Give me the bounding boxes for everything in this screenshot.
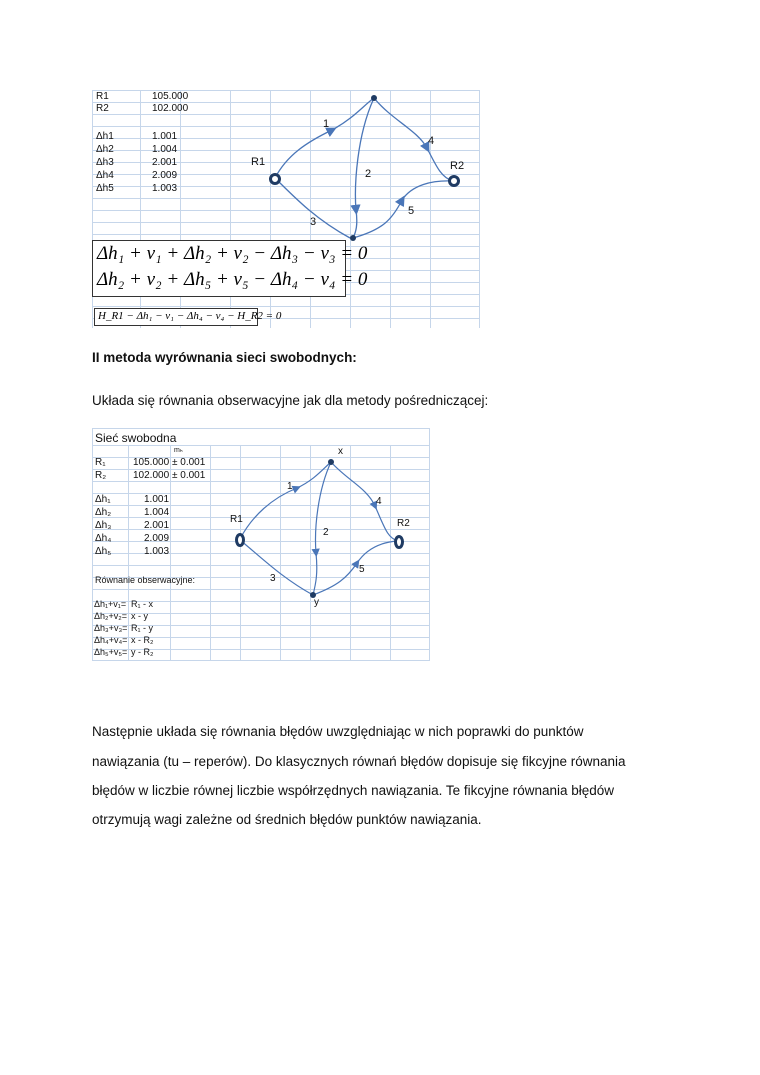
paragraph-line-3: błędów w liczbie równej liczbie współrzędnych nawiązania. Te fikcyjne równania błędów — [92, 783, 615, 798]
label-r1: R1 — [251, 156, 266, 168]
label-r2: R2 — [397, 518, 410, 529]
f2-row-value: 105.000 — [133, 457, 170, 468]
f1-row-value: 1.003 — [152, 183, 178, 194]
f1-row-value: 2.009 — [152, 170, 178, 181]
f1-row-name: Δh3 — [96, 157, 114, 168]
f2-row-value: 1.004 — [144, 507, 170, 518]
equation-3: H_R1 − Δh₁ − v₁ − Δh₄ − v₄ − H_R2 = 0 — [98, 310, 282, 322]
f2-row-value: 1.003 — [144, 546, 170, 557]
edge-label-2: 2 — [365, 168, 372, 180]
label-x: x — [338, 446, 343, 457]
f1-row-value: 105.000 — [152, 91, 189, 102]
f2-row-name: Δh₃ — [95, 520, 112, 531]
f1-row-value: 1.001 — [152, 131, 178, 142]
obs-left: Δh₁+v₁= — [94, 599, 127, 609]
obs-right: x - R₂ — [131, 635, 154, 645]
node-r2 — [450, 177, 459, 186]
f1-row-name: Δh4 — [96, 170, 114, 181]
obs-left: Δh₄+v₄= — [94, 635, 128, 645]
node-bottom — [350, 235, 356, 241]
obs-right: R₁ - x — [131, 599, 154, 609]
obs-left: Δh₃+v₃= — [94, 623, 128, 633]
f2-row-name: R₁ — [95, 457, 106, 468]
f1-row-name: Δh5 — [96, 183, 114, 194]
node-top — [371, 95, 377, 101]
edge-label-5: 5 — [408, 205, 415, 217]
equation-2: Δh₂ + v₂ + Δh₅ + v₅ − Δh₄ − v₄ = 0 — [97, 269, 368, 290]
f1-row-name: R1 — [96, 91, 109, 102]
f1-row-name: Δh2 — [96, 144, 114, 155]
f1-row-value: 1.004 — [152, 144, 178, 155]
obs-right: R₁ - y — [131, 623, 154, 633]
equation-box-small — [94, 308, 282, 326]
f2-row-value: 2.001 — [144, 520, 170, 531]
figure-network-1 — [92, 90, 480, 328]
f2-row-name: Δh₁ — [95, 494, 111, 505]
obs-header: Równanie obserwacyjne: — [95, 575, 196, 585]
figure-network-2 — [92, 428, 430, 661]
edge-label-3: 3 — [310, 216, 317, 228]
edge-label-1: 1 — [323, 118, 330, 130]
f1-row-name: Δh1 — [96, 131, 114, 142]
section-heading: II metoda wyrównania sieci swobodnych: — [92, 350, 357, 365]
node-r1 — [271, 175, 280, 184]
obs-left: Δh₂+v₂= — [94, 611, 128, 621]
edge-label-5: 5 — [359, 564, 365, 575]
f2-row-value: 2.009 — [144, 533, 170, 544]
paragraph-line-2: nawiązania (tu – reperów). Do klasycznych równań błędów dopisuje się fikcyjne równania — [92, 754, 626, 769]
f1-row-value: 2.001 — [152, 157, 178, 168]
label-r2: R2 — [450, 160, 465, 172]
edge-label-3: 3 — [270, 573, 276, 584]
edge-label-4: 4 — [428, 135, 435, 147]
figure-title: Sieć swobodna — [95, 431, 177, 445]
label-y: y — [314, 597, 319, 608]
edge-label-2: 2 — [323, 527, 329, 538]
f2-row-err: ± 0.001 — [172, 457, 206, 468]
f2-row-name: Δh₄ — [95, 533, 112, 544]
label-r1: R1 — [230, 514, 243, 525]
obs-right: x - y — [131, 611, 148, 621]
f2-row-value: 102.000 — [133, 470, 170, 481]
mh-header: mₕ — [174, 447, 183, 454]
f1-row-value: 102.000 — [152, 103, 189, 114]
node-r1 — [237, 535, 244, 546]
paragraph-line-1: Następnie układa się równania błędów uwzględniając w nich poprawki do punktów — [92, 724, 584, 739]
node-r2 — [396, 537, 403, 548]
f2-row-value: 1.001 — [144, 494, 170, 505]
equation-1: Δh₁ + v₁ + Δh₂ + v₂ − Δh₃ − v₃ = 0 — [97, 243, 368, 264]
f2-row-err: ± 0.001 — [172, 470, 206, 481]
node-x — [328, 459, 334, 465]
obs-right: y - R₂ — [131, 647, 154, 657]
paragraph-line-4: otrzymują wagi zależne od średnich błędów punktów nawiązania. — [92, 812, 482, 827]
f2-row-name: R₂ — [95, 470, 107, 481]
intro-text: Układa się równania obserwacyjne jak dla metody pośredniczącej: — [92, 393, 489, 408]
edge-label-1: 1 — [287, 481, 293, 492]
f2-row-name: Δh₅ — [95, 546, 112, 557]
edge-label-4: 4 — [376, 496, 382, 507]
f2-row-name: Δh₂ — [95, 507, 112, 518]
obs-left: Δh₅+v₅= — [94, 647, 128, 657]
f1-row-name: R2 — [96, 103, 109, 114]
equations-box — [92, 240, 368, 297]
